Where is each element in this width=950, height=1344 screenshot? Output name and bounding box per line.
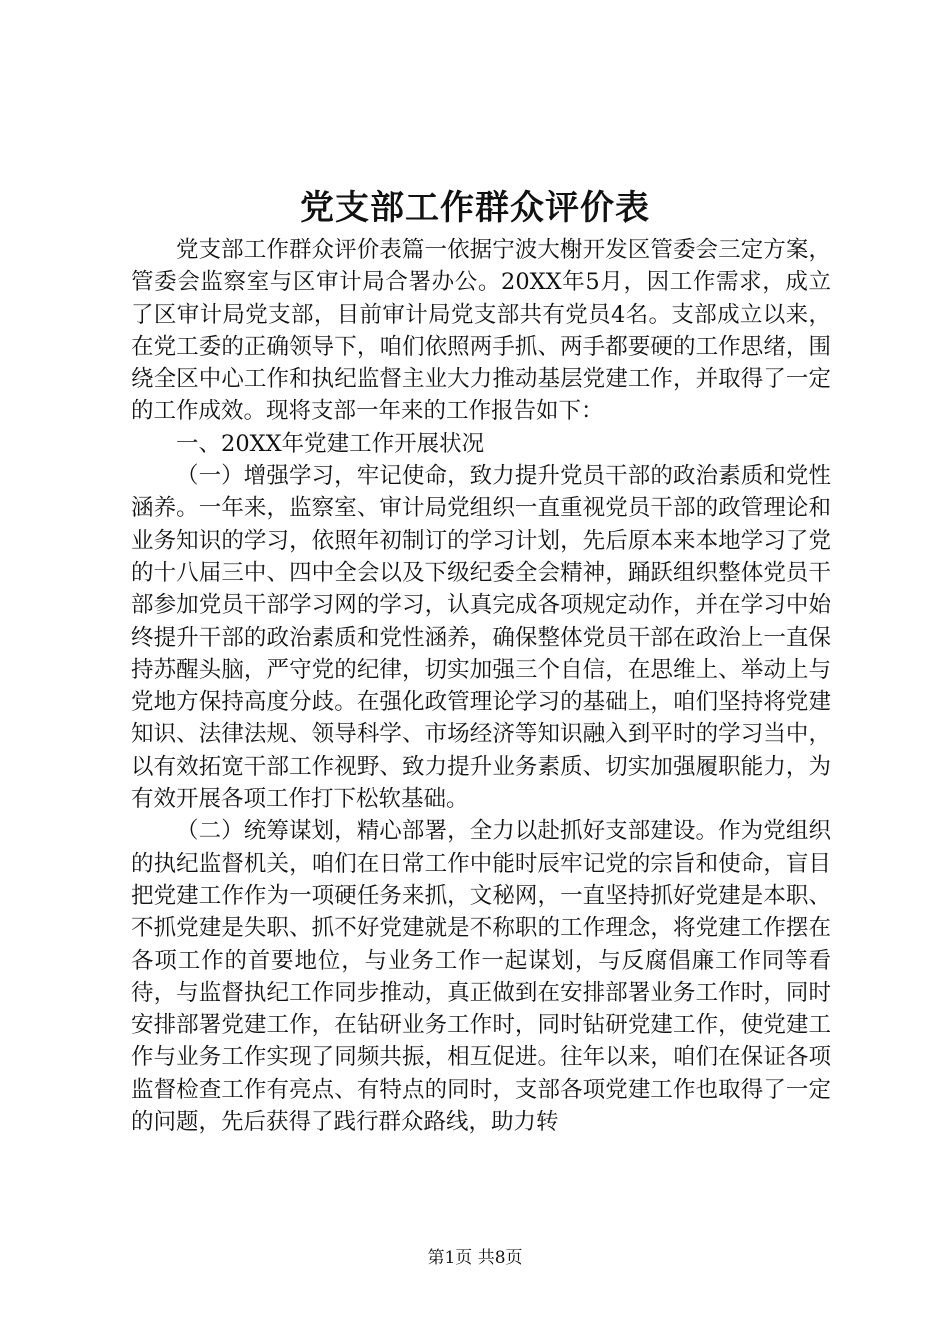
section-heading: 一、20XX年党建工作开展状况 (176, 430, 485, 457)
document-title: 党支部工作群众评价表 (300, 188, 650, 228)
paragraph-planning: （二）统筹谋划，精心部署，全力以赴抓好支部建设。作为党组织的执纪监督机关，咱们在日常工作中能时辰牢记党的宗旨和使命，盲目把党建工作作为一项硬任务来抓，文秘网，一直坚持抓好党建是本职、不抓党建是失职、抓不好党建就是不称职的工作理念，将党建工作摆在各项工作的首要地位，与业务工作一起谋划，与反腐倡廉工作同等看待，与监督执纪工作同步推动，真正做到在安排部署业务工作时，同时安排部署党建工作，在钻研业务工作时，同时钻研党建工作，使党建工作与业务工作实现了同频共振，相互促进。往年以来，咱们在保证各项监督检查工作有亮点、有特点的同时，支部各项党建工作也取得了一定的问题，先后获得了践行群众路线，助力转 (131, 818, 831, 1136)
paragraph-intro: 党支部工作群众评价表篇一依据宁波大榭开发区管委会三定方案，管委会监察室与区审计局合署办公。20XX年5月，因工作需求，成立了区审计局党支部，目前审计局党支部共有党员4名。支部成立以来，在党工委的正确领导下，咱们依照两手抓、两手都要硬的工作思绪，围绕全区中心工作和执纪监督主业大力推动基层党建工作，并取得了一定的工作成效。现将支部一年来的工作报告如下： (131, 237, 831, 425)
paragraph-study: （一）增强学习，牢记使命，致力提升党员干部的政治素质和党性涵养。一年来，监察室、审计局党组织一直重视党员干部的政管理论和业务知识的学习，依照年初制订的学习计划，先后原本来本地学习了党的十八届三中、四中全会以及下级纪委全会精神，踊跃组织整体党员干部参加党员干部学习网的学习，认真完成各项规定动作，并在学习中始终提升干部的政治素质和党性涵养，确保整体党员干部在政治上一直保持苏醒头脑，严守党的纪律，切实加强三个自信，在思维上、举动上与党地方保持高度分歧。在强化政管理论学习的基础上，咱们坚持将党建知识、法律法规、领导科学、市场经济等知识融入到平时的学习当中，以有效拓宽干部工作视野、致力提升业务素质、切实加强履职能力，为有效开展各项工作打下松软基础。 (131, 463, 831, 813)
document-body (131, 234, 831, 1138)
page-footer: 第1页 共8页 (427, 1248, 523, 1268)
